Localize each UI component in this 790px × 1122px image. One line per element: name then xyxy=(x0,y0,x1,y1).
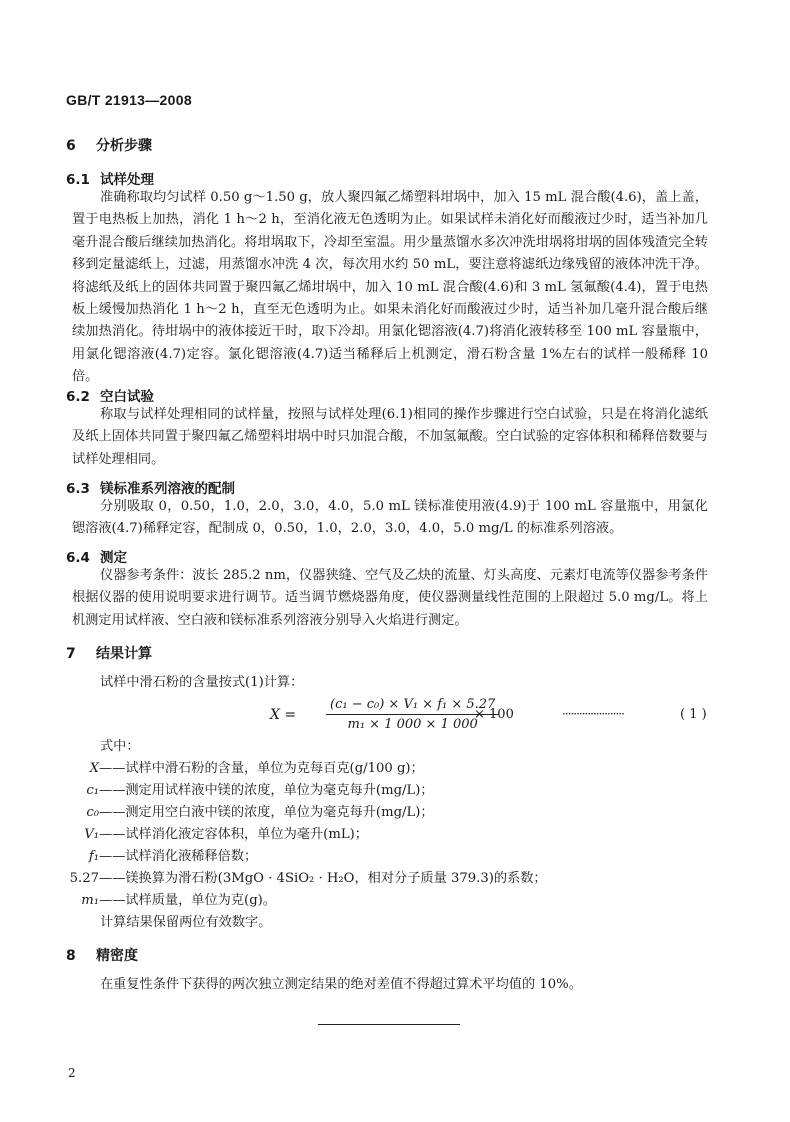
formula-multiplier: × 100 xyxy=(474,707,514,722)
formula-lhs: X = xyxy=(270,707,297,723)
section-6-1-heading xyxy=(66,168,154,188)
section-number: 8 xyxy=(66,948,76,964)
variable-description: ——测定用空白液中镁的浓度，单位为毫克每升(mg/L)； xyxy=(99,805,434,820)
variable-line xyxy=(66,870,547,888)
variable-line xyxy=(80,892,276,910)
variable-symbol: m₁ xyxy=(81,893,99,908)
formula-denominator: m₁ × 1 000 × 1 000 xyxy=(347,717,478,732)
section-number: 6 xyxy=(66,138,76,154)
formula-intro: 试样中滑石粉的含量按式(1)计算： xyxy=(100,675,304,690)
section-7-heading xyxy=(66,643,152,663)
section-number: 6.1 xyxy=(66,172,90,188)
variable-description: ——试样质量，单位为克(g)。 xyxy=(99,893,276,908)
section-8-heading xyxy=(66,945,138,965)
end-rule xyxy=(318,1024,460,1025)
variable-description: ——镁换算为滑石粉(3MgO · 4SiO₂ · H₂O，相对分子质量 379.3)的系数； xyxy=(99,871,547,886)
section-title: 分析步骤 xyxy=(96,138,152,154)
variable-description: ——试样消化液稀释倍数； xyxy=(99,849,258,864)
variable-line xyxy=(80,760,424,778)
equation-number: ( 1 ) xyxy=(680,707,707,722)
formula-numerator: (c₁ − c₀) × V₁ × f₁ × 5.27 xyxy=(326,697,499,715)
variable-line xyxy=(80,782,434,800)
section-title: 镁标准系列溶液的配制 xyxy=(100,481,235,497)
variable-symbol: V₁ xyxy=(84,827,99,842)
section-title: 测定 xyxy=(100,550,127,566)
section-6-3-text: 分别吸取 0，0.50，1.0，2.0，3.0，4.0，5.0 mL 镁标准使用液(4.9)于 100 mL 容量瓶中，用氯化锶溶液(4.7)稀释定容，配制成 0，0.50，1.0，2.0，3.0，4.0，5.0 mg/L 的标准系列溶液。 xyxy=(72,499,708,537)
variable-description: ——试样中滑石粉的含量，单位为克每百克(g/100 g)； xyxy=(99,761,424,776)
section-6-1-text: 准确称取均匀试样 0.50 g～1.50 g，放人聚四氟乙烯塑料坩埚中，加入 15 mL 混合酸(4.6)，盖上盖，置于电热板上加热，消化 1 h～2 h，至消化液无色透明为止。如果试样未消化好而酸液过少时，适当补加几毫升混合酸后继续加热消化。将坩埚取下，冷却至室温。用少量蒸馏水多次冲洗坩埚将坩埚的固体残渣完全转移到定量滤纸上，过滤，用蒸馏水冲洗 4 次，每次用水约 50 mL，要注意将滤纸边缘残留的液体冲洗干净。将滤纸及纸上的固体共同置于聚四氟乙烯坩埚中，加入 10 mL 混合酸(4.6)和 3 mL 氢氟酸(4.4)，置于电热板上缓慢加热消化 1 h～2 h，直至无色透明为止。如果未消化好而酸液过少时，适当补加几毫升混合酸后继续加热消化。待坩埚中的液体接近干时，取下冷却。用氯化锶溶液(4.7)将消化液转移至 100 mL 容量瓶中，用氯化锶溶液(4.7)定容。氯化锶溶液(4.7)适当稀释后上机测定，滑石粉含量 1%左右的试样一般稀释 10 倍。 xyxy=(72,190,708,385)
variable-line xyxy=(80,826,368,844)
variable-symbol: c₁ xyxy=(86,783,99,798)
result-note: 计算结果保留两位有效数字。 xyxy=(100,915,272,930)
section-number: 6.3 xyxy=(66,481,90,497)
section-number: 6.2 xyxy=(66,389,90,405)
section-6-4-text: 仪器参考条件：波长 285.2 nm，仪器狭缝、空气及乙炔的流量、灯头高度、元素灯电流等仪器参考条件根据仪器的使用说明要求进行调节。适当调节燃烧器角度，使仪器测量线性范围的上限超过 5.0 mg/L。将上机测定用试样液、空白液和镁标准系列溶液分别导入火焰进行测定。 xyxy=(72,568,708,628)
variable-symbol: c₀ xyxy=(86,805,99,820)
variable-symbol: 5.27 xyxy=(69,871,99,886)
variable-symbol: f₁ xyxy=(88,849,99,864)
section-6-heading xyxy=(66,135,152,155)
variable-line xyxy=(80,804,434,822)
section-number: 6.4 xyxy=(66,550,90,566)
standard-number: GB/T 21913—2008 xyxy=(66,92,192,108)
where-label: 式中： xyxy=(100,739,140,754)
variable-description: ——试样消化液定容体积，单位为毫升(mL)； xyxy=(99,827,368,842)
section-6-2-text: 称取与试样处理相同的试样量，按照与试样处理(6.1)相同的操作步骤进行空白试验，只是在将消化滤纸及纸上固体共同置于聚四氟乙烯塑料坩埚中时只加混合酸，不加氢氟酸。空白试验的定容体积和稀释倍数要与试样处理相同。 xyxy=(72,407,708,467)
formula-leader-dots: ······················ xyxy=(562,707,624,721)
variable-line xyxy=(80,848,257,866)
section-6-4-heading xyxy=(66,546,127,566)
section-title: 试样处理 xyxy=(100,172,154,188)
section-8-text: 在重复性条件下获得的两次独立测定结果的绝对差值不得超过算术平均值的 10%。 xyxy=(100,977,582,992)
section-title: 结果计算 xyxy=(96,646,152,662)
section-6-2-heading xyxy=(66,385,154,405)
section-title: 空白试验 xyxy=(100,389,154,405)
page-number: 2 xyxy=(68,1066,76,1080)
section-title: 精密度 xyxy=(96,948,138,964)
section-6-3-heading xyxy=(66,477,235,497)
section-number: 7 xyxy=(66,646,76,662)
variable-symbol: X xyxy=(89,761,99,776)
formula-1 xyxy=(270,697,720,737)
variable-description: ——测定用试样液中镁的浓度，单位为毫克每升(mg/L)； xyxy=(99,783,434,798)
